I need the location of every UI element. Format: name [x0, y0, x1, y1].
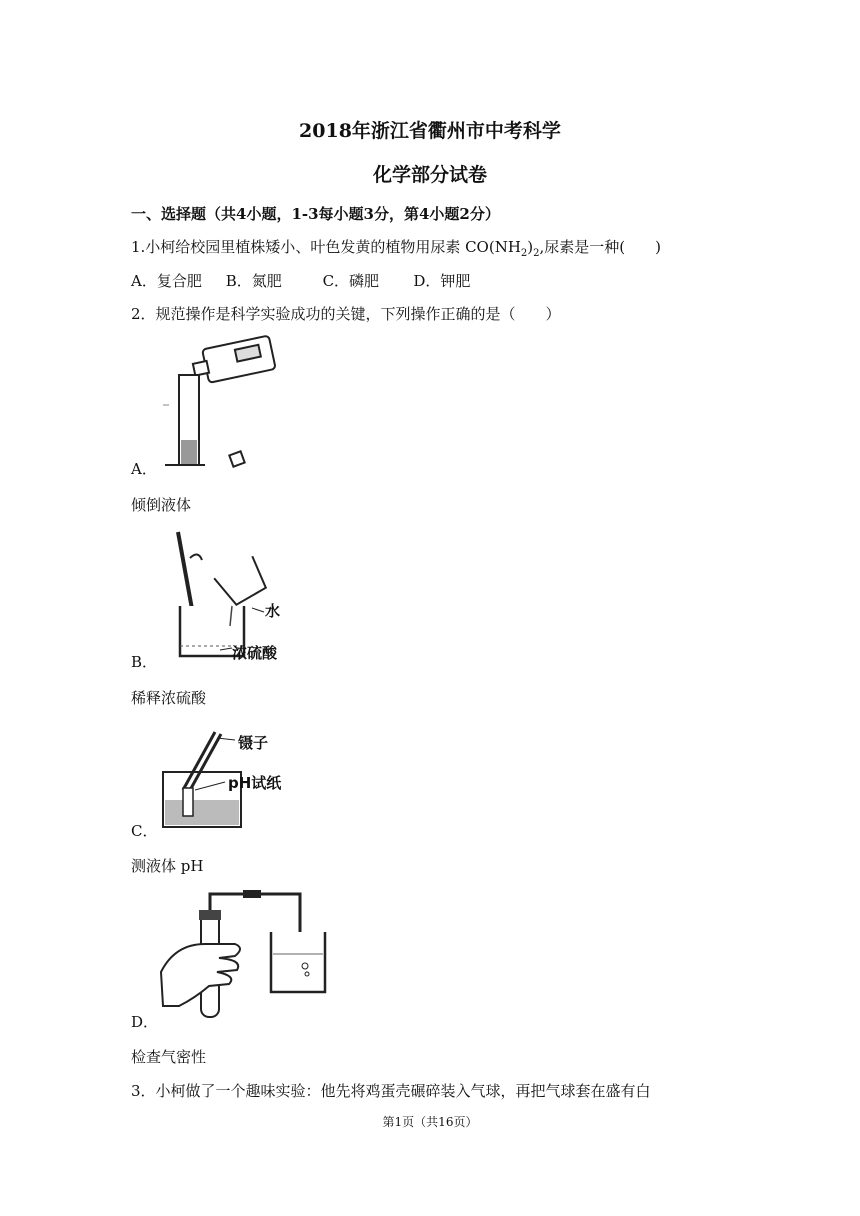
option-b: B．氮肥 — [225, 272, 282, 290]
option-c: C．磷肥 — [322, 272, 380, 290]
figure-pouring-liquid — [155, 335, 280, 475]
option-a-letter: A． — [131, 460, 157, 478]
section-heading: 一、选择题（共4小题，1-3每小题3分，第4小题2分） — [131, 205, 500, 223]
question-1-text: 1.小柯给校园里植株矮小、叶色发黄的植物用尿素 $CO(NH_2)_2$,尿素是一种( ) — [131, 238, 662, 259]
option-b-letter: B． — [131, 653, 158, 671]
label-ph-paper: pH试纸 — [228, 774, 282, 792]
label-conc-acid: 浓硫酸 — [232, 644, 278, 662]
label-water: 水 — [265, 602, 281, 620]
option-c-caption: 测液体 pH — [131, 857, 204, 875]
page-footer: 第1页（共16页） — [382, 1115, 478, 1129]
label-tweezers: 镊子 — [238, 734, 269, 752]
option-d-caption: 检查气密性 — [131, 1048, 207, 1066]
page-title: 2018年浙江省衢州市中考科学 — [299, 120, 561, 142]
question-1-options — [131, 270, 470, 291]
question-3-text: 3．小柯做了一个趣味实验：他先将鸡蛋壳碾碎装入气球，再把气球套在盛有白 — [131, 1082, 651, 1100]
option-a-caption: 倾倒液体 — [131, 496, 192, 514]
figure-airtightness — [155, 882, 335, 1022]
option-c-letter: C． — [131, 822, 158, 840]
option-b-caption: 稀释浓硫酸 — [131, 689, 207, 707]
option-d: D．钾肥 — [413, 272, 471, 290]
option-d-letter: D． — [131, 1013, 159, 1031]
option-a: A．复合肥 — [131, 272, 202, 290]
page-subtitle: 化学部分试卷 — [372, 164, 487, 186]
question-2-text: 2．规范操作是科学实验成功的关键，下列操作正确的是（ ） — [131, 305, 561, 323]
